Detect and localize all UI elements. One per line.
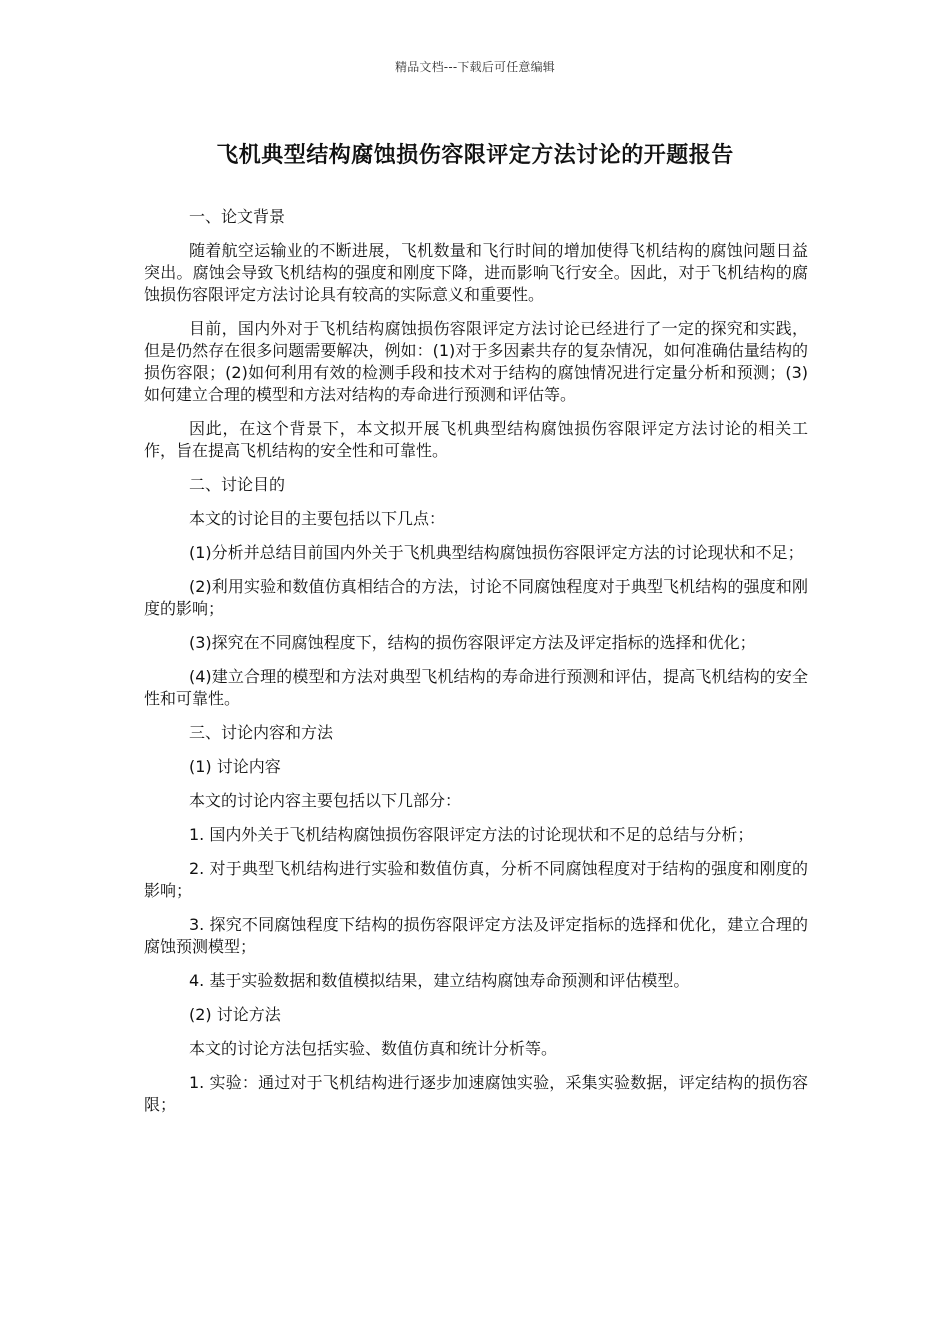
purpose-item-4: (4)建立合理的模型和方法对典型飞机结构的寿命进行预测和评估，提高飞机结构的安全性和可靠性。 — [144, 667, 808, 708]
document-title: 飞机典型结构腐蚀损伤容限评定方法讨论的开题报告 — [216, 143, 734, 168]
paragraph-content-intro: 本文的讨论内容主要包括以下几部分： — [189, 791, 462, 810]
subheading-content: (1) 讨论内容 — [189, 757, 281, 776]
content-item-4: 4. 基于实验数据和数值模拟结果，建立结构腐蚀寿命预测和评估模型。 — [189, 971, 690, 990]
paragraph-background-1: 随着航空运输业的不断进展，飞机数量和飞行时间的增加使得飞机结构的腐蚀问题日益突出。腐蚀会导致飞机结构的强度和刚度下降，进而影响飞行安全。因此，对于飞机结构的腐蚀损伤容限评定方法讨论具有较高的实际意义和重要性。 — [144, 241, 808, 304]
purpose-item-2: (2)利用实验和数值仿真相结合的方法，讨论不同腐蚀程度对于典型飞机结构的强度和刚度的影响； — [144, 577, 808, 618]
page-header: 精品文档---下载后可任意编辑 — [395, 60, 555, 74]
method-item-1: 1. 实验：通过对于飞机结构进行逐步加速腐蚀实验，采集实验数据，评定结构的损伤容限； — [144, 1073, 808, 1114]
subheading-method: (2) 讨论方法 — [189, 1005, 281, 1024]
content-item-2: 2. 对于典型飞机结构进行实验和数值仿真，分析不同腐蚀程度对于结构的强度和刚度的影响； — [144, 859, 808, 900]
section-heading-background: 一、论文背景 — [189, 207, 286, 226]
purpose-item-3: (3)探究在不同腐蚀程度下，结构的损伤容限评定方法及评定指标的选择和优化； — [189, 633, 756, 652]
content-item-3: 3. 探究不同腐蚀程度下结构的损伤容限评定方法及评定指标的选择和优化，建立合理的腐蚀预测模型； — [144, 915, 808, 956]
paragraph-background-2: 目前，国内外对于飞机结构腐蚀损伤容限评定方法讨论已经进行了一定的探究和实践，但是仍然存在很多问题需要解决，例如：(1)对于多因素共存的复杂情况，如何准确估量结构的损伤容限；(2)如何利用有效的检测手段和技术对于结构的腐蚀情况进行定量分析和预测；(3)如何建立合理的模型和方法对结构的寿命进行预测和评估等。 — [144, 319, 808, 404]
section-heading-content-method: 三、讨论内容和方法 — [189, 723, 334, 742]
paragraph-method-intro: 本文的讨论方法包括实验、数值仿真和统计分析等。 — [189, 1039, 558, 1058]
section-heading-purpose: 二、讨论目的 — [189, 475, 286, 494]
document-body — [144, 206, 808, 1128]
purpose-item-1: (1)分析并总结目前国内外关于飞机典型结构腐蚀损伤容限评定方法的讨论现状和不足； — [189, 543, 804, 562]
paragraph-background-3: 因此，在这个背景下，本文拟开展飞机典型结构腐蚀损伤容限评定方法讨论的相关工作，旨在提高飞机结构的安全性和可靠性。 — [144, 419, 808, 460]
paragraph-purpose-intro: 本文的讨论目的主要包括以下几点： — [189, 509, 446, 528]
content-item-1: 1. 国内外关于飞机结构腐蚀损伤容限评定方法的讨论现状和不足的总结与分析； — [189, 825, 754, 844]
